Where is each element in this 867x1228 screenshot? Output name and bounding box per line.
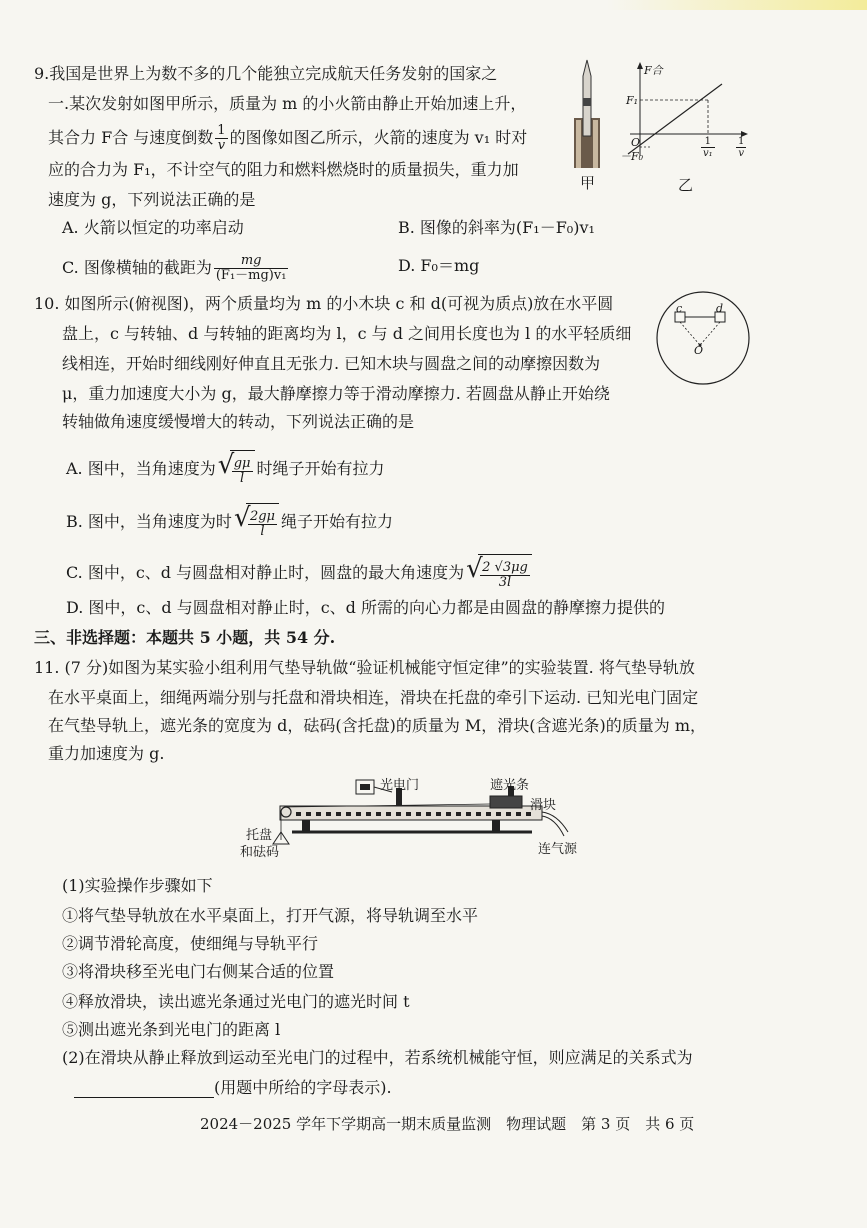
section-3-heading: 三、非选择题：本题共 5 小题，共 54 分.	[34, 628, 336, 647]
q9-inverse-v-fraction	[215, 124, 227, 153]
air-hole	[516, 812, 521, 816]
q9-option-c	[62, 254, 290, 283]
q9-line5: 速度为 g，下列说法正确的是	[48, 190, 256, 209]
label-photogate: 光电门	[380, 778, 420, 793]
air-hole	[476, 812, 481, 816]
air-hole	[296, 812, 301, 816]
graph-axis-num: 1	[738, 136, 745, 147]
q11-part2-line2	[74, 1078, 392, 1098]
q10-optc-sqrt	[466, 554, 532, 593]
air-hose	[542, 812, 568, 832]
q10-opta-num: √ gμ	[233, 456, 251, 471]
q9-option-d: D. F₀＝mg	[398, 256, 480, 275]
q11-line1: 11. (7 分)如图为某实验小组利用气垫导轨做“验证机械能守恒定律”的实验装置. 将气垫导轨放	[34, 658, 695, 677]
rocket-figure	[572, 58, 602, 170]
q10-opta-sqrt	[218, 450, 255, 489]
q10-line3: 线相连，开始时细线刚好伸直且无张力. 已知木块与圆盘之间的动摩擦因数为	[62, 354, 601, 373]
graph-inverse-v1-den: v₁	[703, 148, 713, 159]
air-hole	[356, 812, 361, 816]
q11-line4: 重力加速度为 g.	[48, 744, 165, 763]
q10-optc-den: 3l	[498, 575, 512, 590]
q10-option-b	[66, 503, 393, 542]
q11-line3: 在气垫导轨上，遮光条的宽度为 d，砝码(含托盘)的质量为 M，滑块(含遮光条)的质量为 m，	[48, 716, 707, 735]
q9-option-b: B. 图像的斜率为(F₁－F₀)v₁	[398, 218, 595, 237]
q10-optc-pre: C. 图中，c、d 与圆盘相对静止时，圆盘的最大角速度为	[66, 563, 465, 582]
q10-option-d: D. 图中，c、d 与圆盘相对静止时，c、d 所需的向心力都是由圆盘的静摩擦力提供的	[66, 598, 666, 617]
q11-step2: ②调节滑轮高度，使细绳与导轨平行	[62, 934, 319, 953]
air-hole	[506, 812, 511, 816]
air-hole	[406, 812, 411, 816]
q11-step4: ④释放滑块，读出遮光条通过光电门的遮光时间 t	[62, 992, 410, 1011]
disc-label-c: c	[676, 302, 683, 315]
q9-line2: 一.某次发射如图甲所示，质量为 m 的小火箭由静止开始加速上升，	[48, 94, 527, 113]
disc-label-d: d	[716, 302, 724, 315]
q9-optc-fraction	[214, 254, 289, 283]
q9-optc-den: (F₁－mg)v₁	[215, 268, 287, 283]
graph-minus-f0-label: －F₀	[620, 150, 644, 163]
q10-option-c	[66, 554, 534, 593]
q11-step5: ⑤测出遮光条到光电门的距离 l	[62, 1020, 281, 1039]
air-hole	[336, 812, 341, 816]
air-hole	[466, 812, 471, 816]
q10-opta-pre: A. 图中，当角速度为	[66, 459, 216, 478]
air-hole	[326, 812, 331, 816]
air-hole	[486, 812, 491, 816]
graph-origin-label: O	[631, 136, 641, 149]
q9-line3	[48, 124, 527, 153]
air-hole	[386, 812, 391, 816]
q10-line4: μ，重力加速度大小为 g，最大静摩擦力等于滑动摩擦力. 若圆盘从静止开始绕	[62, 384, 610, 403]
disc-label-o: O	[694, 344, 704, 357]
air-hole	[376, 812, 381, 816]
label-light-strip: 遮光条	[490, 778, 530, 793]
slider-block	[490, 796, 522, 808]
label-tray: 托盘	[246, 828, 273, 843]
q10-line1: 10. 如图所示(俯视图)，两个质量均为 m 的小木块 c 和 d(可视为质点)放在水平圆	[34, 294, 614, 313]
graph-axis-den: v	[738, 148, 745, 159]
fig-yi-label: 乙	[678, 176, 694, 194]
answer-blank[interactable]	[74, 1081, 214, 1098]
graph-inverse-v1-num: 1	[701, 136, 715, 148]
top-edge	[0, 0, 867, 10]
q9-frac-den: v	[217, 138, 226, 153]
air-hole	[306, 812, 311, 816]
q9-line3-post: 的图像如图乙所示，火箭的速度为 v₁ 时对	[229, 128, 528, 147]
label-weights: 和砝码	[240, 845, 280, 860]
air-hole	[446, 812, 451, 816]
graph-f1-label: F₁	[626, 94, 639, 107]
rotating-disc-figure	[655, 290, 751, 386]
q9-optc-num: mg	[214, 254, 289, 269]
air-hole	[366, 812, 371, 816]
q10-optb-post: 绳子开始有拉力	[280, 512, 393, 531]
q10-line5: 转轴做角速度缓慢增大的转动，下列说法正确的是	[62, 412, 415, 431]
fig-jia-label: 甲	[580, 174, 596, 192]
air-hole	[496, 812, 501, 816]
q11-step1: ①将气垫导轨放在水平桌面上，打开气源，将导轨调至水平	[62, 906, 479, 925]
graph-y-label: F合	[644, 64, 663, 77]
air-hole	[426, 812, 431, 816]
q11-part2-line1: (2)在滑块从静止释放到运动至光电门的过程中，若系统机械能守恒，则应满足的关系式为	[62, 1048, 693, 1067]
q11-line2: 在水平桌面上，细绳两端分别与托盘和滑块相连，滑块在托盘的牵引下运动. 已知光电门固定	[48, 688, 699, 707]
air-hole	[416, 812, 421, 816]
q11-part2-line2-text: (用题中所给的字母表示).	[214, 1078, 392, 1097]
q9-frac-num: 1	[217, 123, 226, 138]
page-footer: 2024－2025 学年下学期高一期末质量监测 物理试题 第 3 页 共 6 页	[200, 1115, 695, 1133]
q10-opta-den: l	[240, 471, 245, 486]
air-hole	[436, 812, 441, 816]
label-air-source: 连气源	[538, 842, 578, 857]
q10-optb-num: √ 2gμ	[249, 509, 275, 524]
air-hole	[396, 812, 401, 816]
q9-option-a: A. 火箭以恒定的功率启动	[62, 218, 244, 237]
q10-optb-den: l	[260, 524, 265, 539]
graph-inverse-v1-label	[701, 136, 715, 159]
graph-axis-label	[736, 136, 746, 159]
disc-circle	[657, 292, 749, 384]
q10-optc-num: √ 2 √3μg	[482, 560, 528, 575]
q9-optc-pre: C. 图像横轴的截距为	[62, 258, 212, 277]
q9-line3-pre: 其合力 F合 与速度倒数	[48, 128, 214, 147]
air-hole	[346, 812, 351, 816]
air-hole	[316, 812, 321, 816]
q10-option-a	[66, 450, 385, 489]
air-hole	[456, 812, 461, 816]
q9-line4: 应的合力为 F₁，不计空气的阻力和燃料燃烧时的质量损失，重力加	[48, 160, 519, 179]
q10-optb-sqrt	[234, 503, 279, 542]
q11-steps-title: (1)实验操作步骤如下	[62, 876, 213, 895]
q10-line2: 盘上，c 与转轴、d 与转轴的距离均为 l，c 与 d 之间用长度也为 l 的水平轻质细	[62, 324, 632, 343]
q10-opta-post: 时绳子开始有拉力	[256, 459, 385, 478]
q10-optb-pre: B. 图中，当角速度为时	[66, 512, 232, 531]
q9-line1: 9.我国是世界上为数不多的几个能独立完成航天任务发射的国家之	[34, 64, 498, 83]
q11-step3: ③将滑块移至光电门右侧某合适的位置	[62, 962, 335, 981]
label-slider: 滑块	[530, 798, 557, 813]
